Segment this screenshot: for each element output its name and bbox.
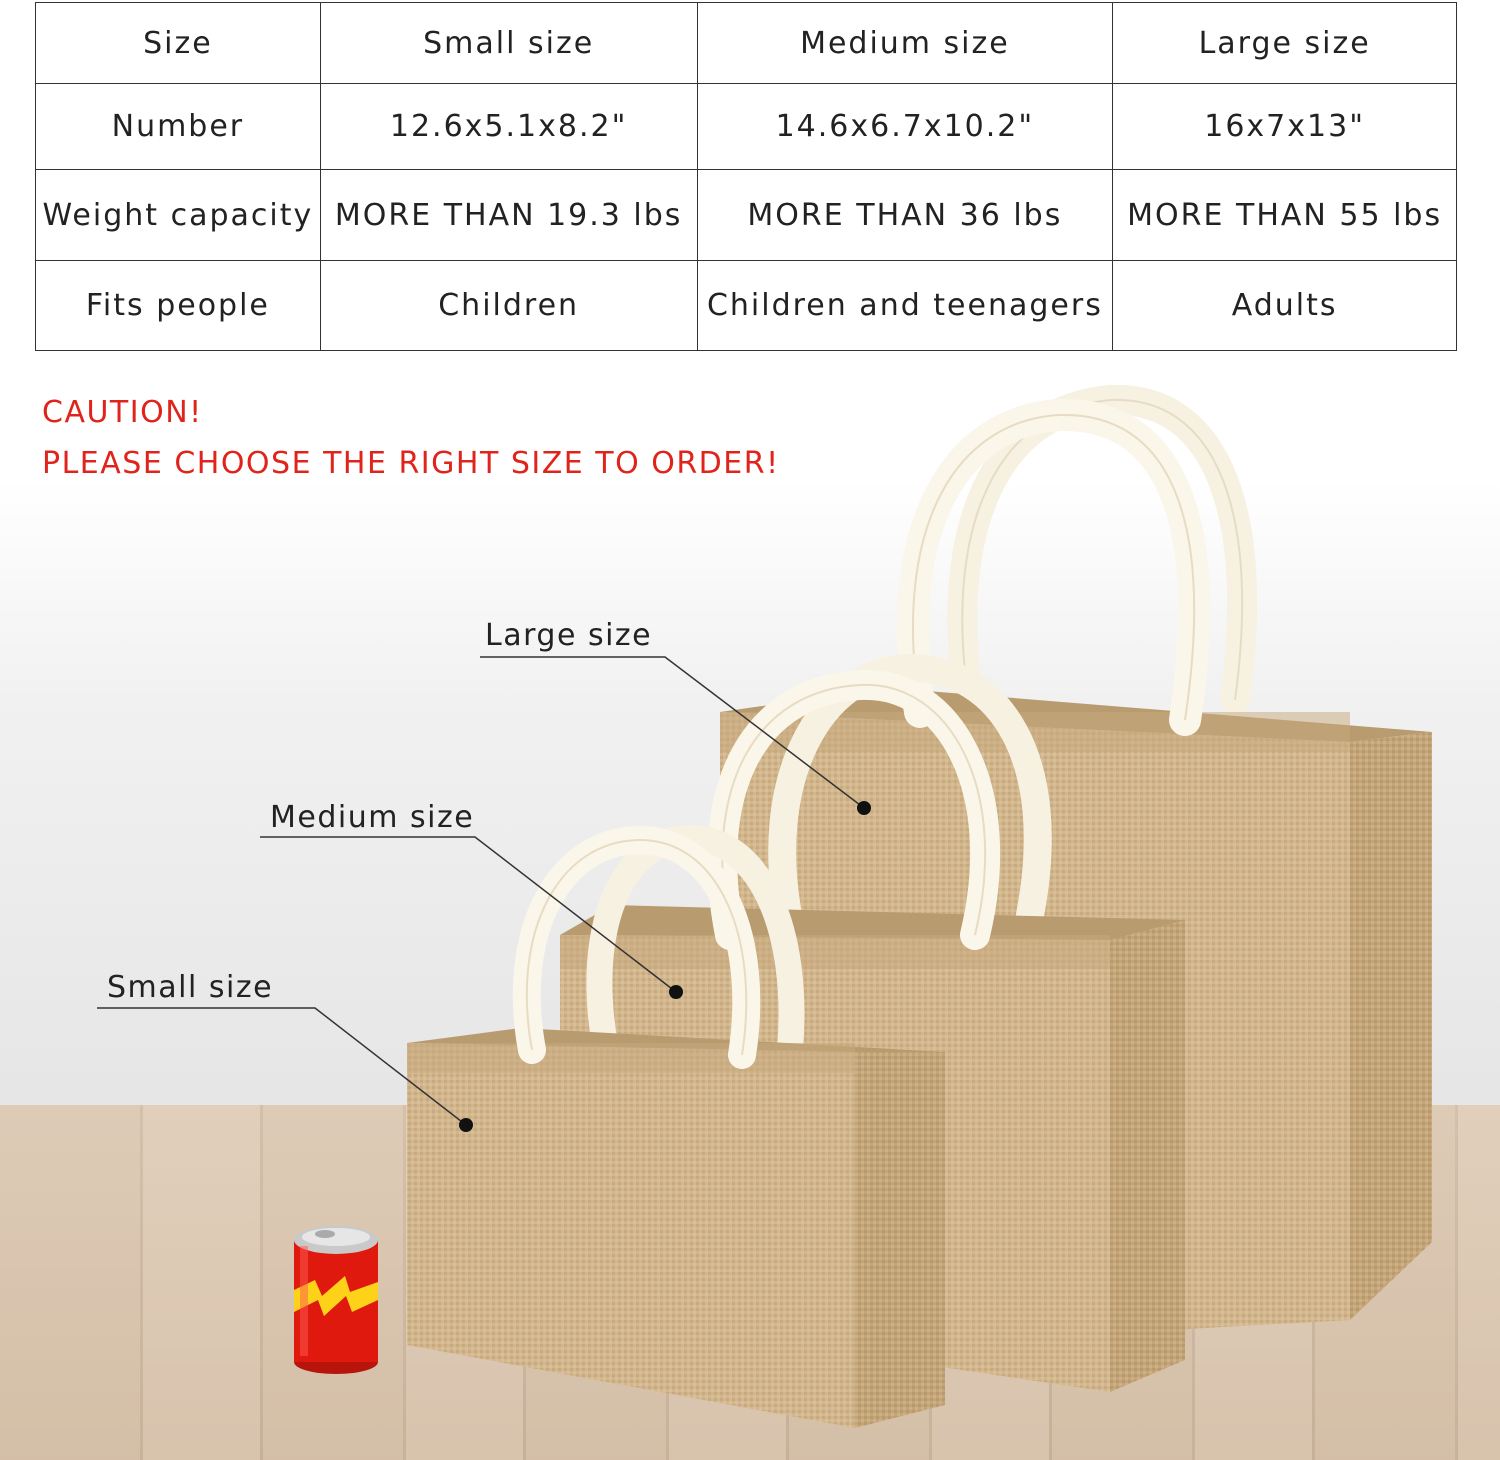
table-header-cell: Medium size	[697, 3, 1113, 84]
large-size-callout: Large size	[485, 618, 653, 653]
small-bag-front	[407, 1043, 855, 1428]
table-cell: MORE THAN 55 lbs	[1113, 170, 1457, 261]
table-cell: MORE THAN 36 lbs	[697, 170, 1113, 261]
small-callout-dot	[459, 1118, 473, 1132]
table-header-cell: Large size	[1113, 3, 1457, 84]
large-callout-dot	[857, 801, 871, 815]
table-header-cell: Size	[36, 3, 321, 84]
table-cell: Children	[320, 261, 697, 351]
table-cell: Children and teenagers	[697, 261, 1113, 351]
medium-callout-dot	[669, 985, 683, 999]
caution-message: PLEASE CHOOSE THE RIGHT SIZE TO ORDER!	[42, 446, 780, 481]
soda-can	[294, 1226, 378, 1374]
row-label-number: Number	[36, 84, 321, 170]
table-cell: MORE THAN 19.3 lbs	[320, 170, 697, 261]
large-bag-side	[1350, 732, 1432, 1320]
table-cell: 16x7x13"	[1113, 84, 1457, 170]
caution-heading: CAUTION!	[42, 395, 203, 430]
medium-size-callout: Medium size	[270, 800, 475, 835]
table-cell: 12.6x5.1x8.2"	[320, 84, 697, 170]
table-cell: Adults	[1113, 261, 1457, 351]
table-cell: 14.6x6.7x10.2"	[697, 84, 1113, 170]
small-bag-side	[855, 1052, 945, 1428]
row-label-fits-people: Fits people	[36, 261, 321, 351]
small-size-callout: Small size	[107, 970, 274, 1005]
table-header-cell: Small size	[320, 3, 697, 84]
row-label-weight-capacity: Weight capacity	[36, 170, 321, 261]
medium-bag-side	[1110, 920, 1185, 1392]
